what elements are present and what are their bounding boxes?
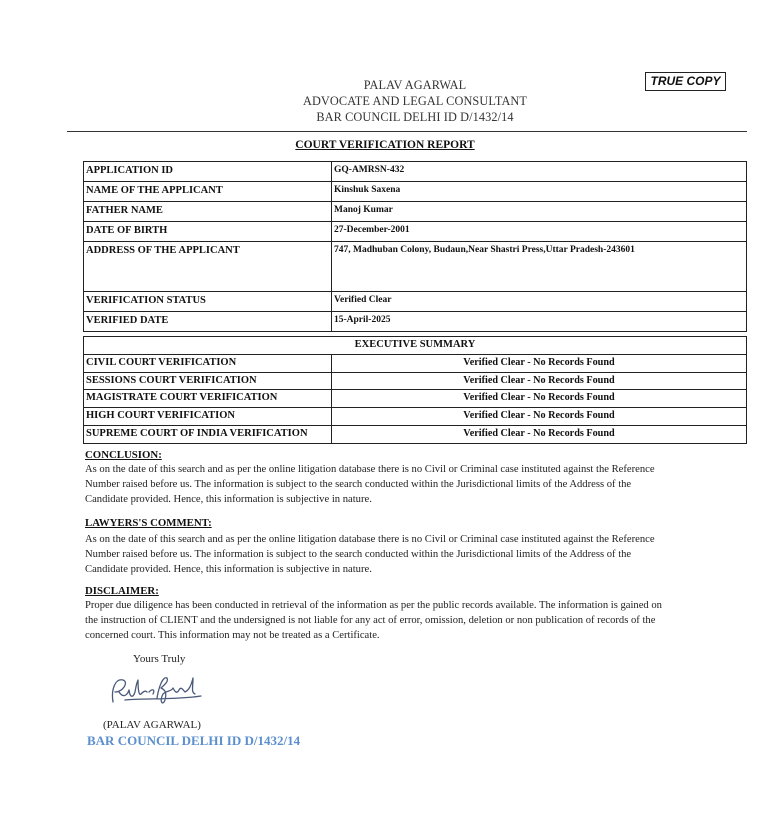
signatory-bar-id: BAR COUNCIL DELHI ID D/1432/14: [87, 733, 301, 748]
info-value: 747, Madhuban Colony, Budaun,Near Shastri Press,Uttar Pradesh-243601: [332, 242, 747, 292]
info-row: [84, 312, 747, 332]
text-line: As on the date of this search and as per the online litigation database there is no Civil or Criminal case instituted against the Reference: [85, 464, 655, 475]
executive-summary-table: [83, 336, 747, 444]
summary-label: MAGISTRATE COURT VERIFICATION: [84, 390, 332, 408]
summary-value: Verified Clear - No Records Found: [332, 390, 747, 408]
info-label: VERIFIED DATE: [84, 312, 332, 332]
summary-row: [84, 372, 747, 390]
text-line: Candidate provided. Hence, this information is subjective in nature.: [85, 564, 372, 575]
lawyers-comment-text: [85, 532, 745, 577]
text-line: concerned court. This information may not be treated as a Certificate.: [85, 630, 380, 641]
disclaimer-text: [85, 598, 745, 643]
text-line: the instruction of CLIENT and the undersigned is not liable for any act of error, omission, deletion or non publication of records of the: [85, 615, 656, 626]
conclusion-section: [85, 449, 745, 507]
lawyers-comment-section: [85, 517, 745, 577]
info-value: Manoj Kumar: [332, 202, 747, 222]
summary-row: [84, 390, 747, 408]
text-line: Proper due diligence has been conducted in retrieval of the information as per the public records available. The information is gained on: [85, 600, 662, 611]
text-line: Candidate provided. Hence, this information is subjective in nature.: [85, 494, 372, 505]
info-value: Kinshuk Saxena: [332, 182, 747, 202]
info-label: NAME OF THE APPLICANT: [84, 182, 332, 202]
advocate-role: ADVOCATE AND LEGAL CONSULTANT: [302, 94, 528, 108]
conclusion-text: [85, 462, 745, 507]
summary-label: HIGH COURT VERIFICATION: [84, 408, 332, 426]
summary-header-row: [84, 337, 747, 355]
summary-row: [84, 354, 747, 372]
summary-value: Verified Clear - No Records Found: [332, 425, 747, 443]
info-value: 15-April-2025: [332, 312, 747, 332]
info-row: [84, 222, 747, 242]
info-row: [84, 162, 747, 182]
letterhead: [0, 77, 783, 125]
info-label: DATE OF BIRTH: [84, 222, 332, 242]
conclusion-heading: CONCLUSION:: [85, 449, 162, 461]
summary-label: SESSIONS COURT VERIFICATION: [84, 372, 332, 390]
info-value: GQ-AMRSN-432: [332, 162, 747, 182]
disclaimer-heading: DISCLAIMER:: [85, 585, 159, 597]
summary-row: [84, 425, 747, 443]
info-label: ADDRESS OF THE APPLICANT: [84, 242, 332, 292]
summary-value: Verified Clear - No Records Found: [332, 372, 747, 390]
info-row: [84, 182, 747, 202]
summary-row: [84, 408, 747, 426]
text-line: Number raised before us. The information is subject to the search conducted within the Jurisdictional limits of the Address of the: [85, 549, 632, 560]
report-title: COURT VERIFICATION REPORT: [295, 139, 475, 151]
header-divider: [67, 131, 747, 132]
text-line: As on the date of this search and as per the online litigation database there is no Civil or Criminal case instituted against the Reference: [85, 534, 655, 545]
info-row: [84, 242, 747, 292]
lawyers-comment-heading: LAWYERS'S COMMENT:: [85, 517, 212, 529]
advocate-name: PALAV AGARWAL: [363, 78, 467, 92]
text-line: Number raised before us. The information is subject to the search conducted within the Jurisdictional limits of the Address of the: [85, 479, 632, 490]
info-label: APPLICATION ID: [84, 162, 332, 182]
true-copy-stamp: TRUE COPY: [645, 72, 726, 91]
applicant-info-table: [83, 161, 747, 332]
info-label: FATHER NAME: [84, 202, 332, 222]
yours-truly: Yours Truly: [133, 653, 186, 665]
summary-value: Verified Clear - No Records Found: [332, 354, 747, 372]
info-value: Verified Clear: [332, 292, 747, 312]
bar-council-id: BAR COUNCIL DELHI ID D/1432/14: [316, 110, 514, 124]
signatory-name: (PALAV AGARWAL): [103, 719, 201, 731]
summary-label: SUPREME COURT OF INDIA VERIFICATION: [84, 425, 332, 443]
info-row: [84, 202, 747, 222]
info-row: [84, 292, 747, 312]
info-value: 27-December-2001: [332, 222, 747, 242]
summary-label: CIVIL COURT VERIFICATION: [84, 354, 332, 372]
summary-title: EXECUTIVE SUMMARY: [84, 337, 747, 355]
info-label: VERIFICATION STATUS: [84, 292, 332, 312]
disclaimer-section: [85, 585, 745, 643]
handwritten-signature: [105, 670, 205, 715]
summary-value: Verified Clear - No Records Found: [332, 408, 747, 426]
